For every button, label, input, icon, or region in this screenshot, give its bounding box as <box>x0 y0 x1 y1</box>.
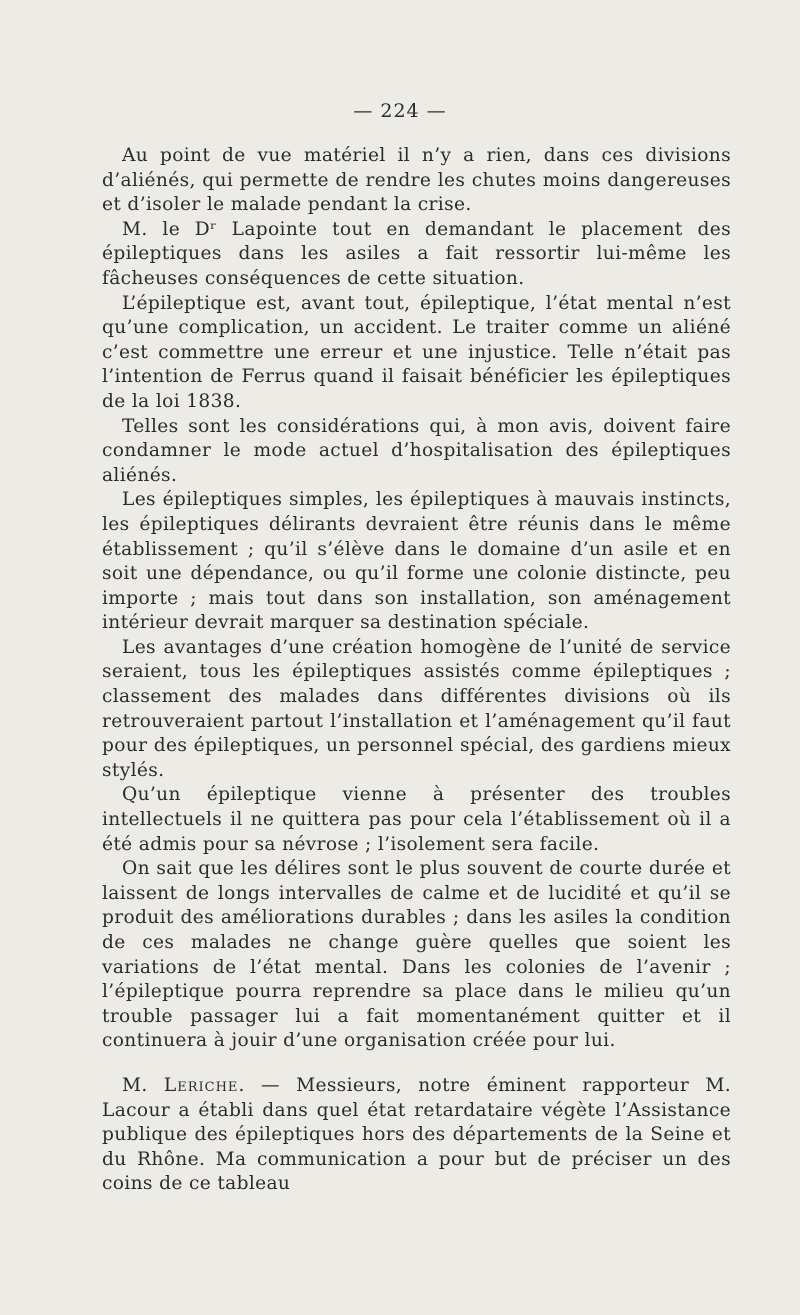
paragraph: On sait que les délires sont le plus souvent de courte durée et laissent de longs intervalles de calme et de lucidité et qu’il se produit des améliorations durables ; dans les asiles la condition de ces malades ne change guère quelles que soient les variations de l’état mental. Dans les colonies de l’avenir ; l’épileptique pourra reprendre sa place dans le milieu qu’un trouble passager lui a fait momentanément quitter et il continuera à jouir d’une organisation créée pour lui. <box>102 858 731 1052</box>
speaker-prefix: M. <box>122 1075 148 1096</box>
speaker-paragraph <box>102 1074 731 1197</box>
paragraph: M. le Dʳ Lapointe tout en demandant le placement des épileptiques dans les asiles a fait ressortir lui-même les fâcheuses conséquences de cette situation. <box>102 218 731 289</box>
body-text <box>102 144 731 1054</box>
paragraph: Au point de vue matériel il n’y a rien, dans ces divisions d’aliénés, qui permette de rendre les chutes moins dangereuses et d’isoler le malade pendant la crise. <box>102 145 731 216</box>
speaker-section <box>102 1074 731 1197</box>
speaker-text: . — Messieurs, notre éminent rapporteur M. Lacour a établi dans quel état retardataire végète l’Assistance publique des épileptiques hors des départements de la Seine et du Rhône. Ma communication a pour but de préciser un des coins de ce tableau <box>102 1075 731 1195</box>
paragraph: L’épileptique est, avant tout, épileptique, l’état mental n’est qu’une complication, un accident. Le traiter comme un aliéné c’est commettre une erreur et une injustice. Telle n’était pas l’intention de Ferrus quand il faisait bénéficier les épileptiques de la loi 1838. <box>102 292 731 412</box>
paragraph: Les épileptiques simples, les épileptiques à mauvais instincts, les épileptiques délirants devraient être réunis dans le même établissement ; qu’il s’élève dans le domaine d’un asile et en soit une dépendance, ou qu’il forme une colonie distincte, peu importe ; mais tout dans son installation, son aménagement intérieur devrait marquer sa destination spéciale. <box>102 489 731 634</box>
paragraph: Telles sont les considérations qui, à mon avis, doivent faire condamner le mode actuel d’hospitalisation des épileptiques aliénés. <box>102 415 731 486</box>
speaker-name: Leriche <box>163 1075 239 1096</box>
page-number: — 224 — <box>353 100 447 122</box>
paragraph: Les avantages d’une création homogène de l’unité de service seraient, tous les épileptiques assistés comme épileptiques ; classement des malades dans différentes divisions où ils retrouveraient partout l’installation et l’aménagement qu’il faut pour des épileptiques, un personnel spécial, des gardiens mieux stylés. <box>102 636 731 781</box>
paragraph: Qu’un épileptique vienne à présenter des troubles intellectuels il ne quittera pas pour cela l’établissement où il a été admis pour sa névrose ; l’isolement sera facile. <box>102 784 731 855</box>
